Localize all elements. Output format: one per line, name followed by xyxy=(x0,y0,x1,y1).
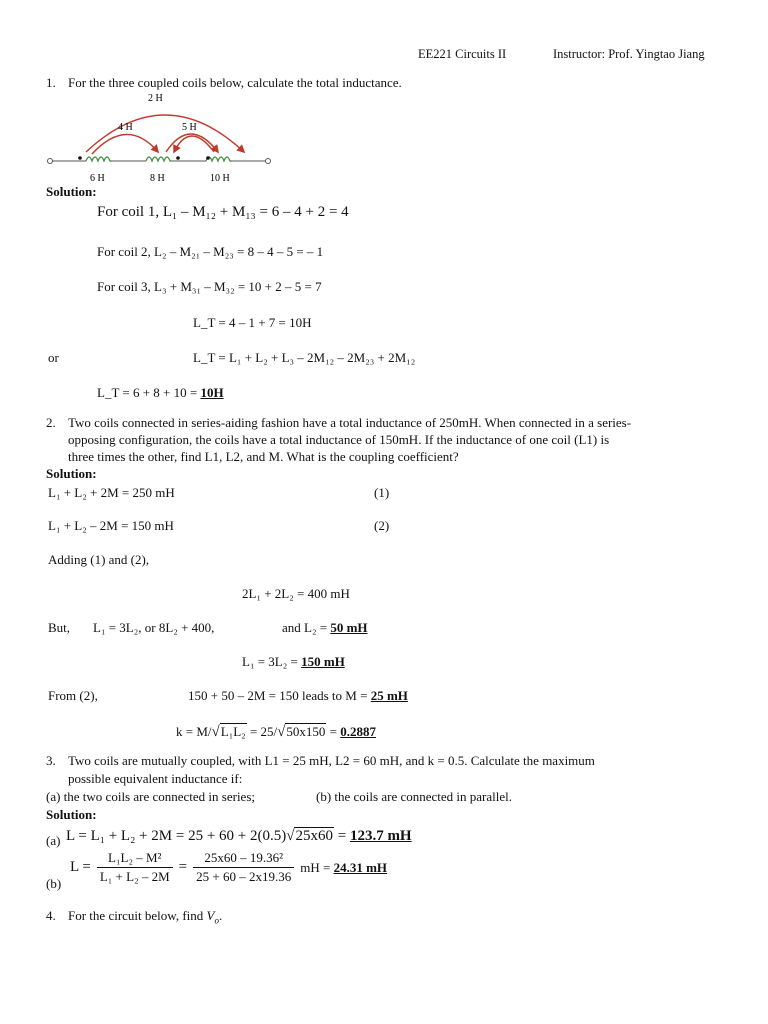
p2-sum: 2L₁ + 2L₂ = 400 mH xyxy=(242,586,350,601)
p4-question-prefix: For the circuit below, find xyxy=(68,908,207,923)
p3-a-root: 25x60 xyxy=(295,828,333,844)
p1-or: or xyxy=(48,350,59,365)
problem-2-line2: opposing configuration, the coils have a total inductance of 150mH. If the inductance of one coil (L1) is xyxy=(68,432,610,447)
p1-lt3 xyxy=(97,385,224,401)
problem-3-number: 3. xyxy=(46,753,56,768)
p3-b-label: (b) xyxy=(46,876,62,891)
p3-b-den2: 25 + 60 – 2x19.36 xyxy=(196,869,292,884)
sqrt-symbol: √ xyxy=(286,828,295,844)
p3-b-den1: L₁ + L₂ – 2M xyxy=(99,869,170,884)
problem-3-line1: Two coils are mutually coupled, with L1 = 25 mH, L2 = 60 mH, and k = 0.5. Calculate the maximum xyxy=(68,753,595,768)
p3-b-unit: mH = xyxy=(300,859,334,875)
problem-4-question xyxy=(68,908,222,926)
p2-but: But, xyxy=(48,620,71,635)
problem-3-line3b: (b) the coils are connected in parallel. xyxy=(316,789,512,804)
p3-b-num1: L₁L₂ – M² xyxy=(97,850,173,868)
label-l2: 8 H xyxy=(150,173,165,184)
p1-solution-label: Solution: xyxy=(46,184,97,199)
sqrt-symbol: √ xyxy=(277,724,286,740)
p3-a-equals: = xyxy=(333,828,350,844)
problem-2-line1: Two coils connected in series-aiding fashion have a total inductance of 250mH. When connected in a series- xyxy=(68,415,632,430)
p2-m xyxy=(188,688,408,704)
problem-1-number: 1. xyxy=(46,75,56,90)
label-m13: 2 H xyxy=(148,93,163,104)
p1-lt3-prefix: L_T = 6 + 8 + 10 = xyxy=(97,385,201,400)
p3-b-lhs: L = xyxy=(70,859,91,875)
p3-a-answer: 123.7 mH xyxy=(349,828,412,844)
header-course: EE221 Circuits II xyxy=(418,47,507,61)
sqrt-symbol: √ xyxy=(211,724,220,740)
coupled-coils-diagram xyxy=(40,88,280,188)
problem-1-question: For the three coupled coils below, calculate the total inductance. xyxy=(68,75,402,90)
label-l3: 10 H xyxy=(210,173,230,184)
p2-eq2: L₁ + L₂ – 2M = 150 mH xyxy=(48,518,174,533)
problem-3-line2: possible equivalent inductance if: xyxy=(68,771,243,786)
p2-k-answer: 0.2887 xyxy=(340,724,376,739)
p3-a-expr: L = L₁ + L₂ + 2M = 25 + 60 + 2(0.5) xyxy=(66,828,287,844)
p3-solution-label: Solution: xyxy=(46,807,97,822)
p2-l2 xyxy=(282,620,368,636)
p2-solution-label: Solution: xyxy=(46,466,97,481)
p2-l1-label: L₁ = 3L₂ = xyxy=(242,654,302,669)
p1-coil2: For coil 2, L₂ – M₂₁ – M₂₃ = 8 – 4 – 5 = – 1 xyxy=(97,244,324,259)
p1-coil1: For coil 1, L₁ – M₁₂ + M₁₃ = 6 – 4 + 2 = 4 xyxy=(97,204,349,220)
p4-question-end: . xyxy=(218,908,223,923)
p3-b-answer: 24.31 mH xyxy=(333,859,388,875)
p3-b-equals: = xyxy=(178,859,188,875)
p3-b-fraction1 xyxy=(97,850,173,885)
p2-but-eq: L₁ = 3L₂, or 8L₂ + 400, xyxy=(93,620,215,635)
p3-a-label: (a) xyxy=(46,833,61,848)
p2-k xyxy=(176,724,376,741)
header-instructor: Instructor: Prof. Yingtao Jiang xyxy=(553,47,705,61)
p1-lt1: L_T = 4 – 1 + 7 = 10H xyxy=(193,315,312,330)
p2-m-label: 150 + 50 – 2M = 150 leads to M = xyxy=(188,688,371,703)
p2-k-mid: = 25/ xyxy=(246,724,278,739)
p4-var: V xyxy=(206,908,215,923)
coil-1 xyxy=(86,157,112,161)
p2-m-answer: 25 mH xyxy=(370,688,408,703)
p2-l2-answer: 50 mH xyxy=(330,620,368,635)
label-m23: 5 H xyxy=(182,122,197,133)
p1-lt2: L_T = L₁ + L₂ + L₃ – 2M₁₂ – 2M₂₃ + 2M₁₂ xyxy=(193,350,416,365)
p2-k-eq: = xyxy=(326,724,341,739)
p2-l2-label: and L₂ = xyxy=(282,620,331,635)
problem-2-line3: three times the other, find L1, L2, and M. What is the coupling coefficient? xyxy=(68,449,459,464)
label-m12: 4 H xyxy=(118,122,133,133)
label-l1: 6 H xyxy=(90,173,105,184)
p2-eq1: L₁ + L₂ + 2M = 250 mH xyxy=(48,485,175,500)
p3-a-eq xyxy=(66,828,412,845)
p2-l1-answer: 150 mH xyxy=(301,654,345,669)
p2-k-root2: 50x150 xyxy=(286,724,326,739)
p3-b-fraction2 xyxy=(193,850,294,885)
p3-b-eq xyxy=(70,850,387,885)
p2-adding: Adding (1) and (2), xyxy=(48,552,150,567)
problem-3-line3a: (a) the two coils are connected in series; xyxy=(46,789,255,804)
p1-coil3: For coil 3, L₃ + M₃₁ – M₃₂ = 10 + 2 – 5 = 7 xyxy=(97,279,322,294)
p2-eq1-tag: (1) xyxy=(374,485,390,500)
p2-from2: From (2), xyxy=(48,688,98,703)
p3-b-num2: 25x60 – 19.36² xyxy=(193,850,294,868)
p2-k-root1: L₁L₂ xyxy=(220,724,246,739)
p2-k-prefix: k = M/ xyxy=(176,724,212,739)
problem-4-number: 4. xyxy=(46,908,56,923)
p2-eq2-tag: (2) xyxy=(374,518,390,533)
problem-2-number: 2. xyxy=(46,415,56,430)
p2-l1 xyxy=(242,654,345,670)
coil-2 xyxy=(146,157,172,161)
coil-3 xyxy=(206,157,232,161)
p4-var-sub: o xyxy=(214,915,219,926)
p1-answer: 10H xyxy=(200,385,224,400)
